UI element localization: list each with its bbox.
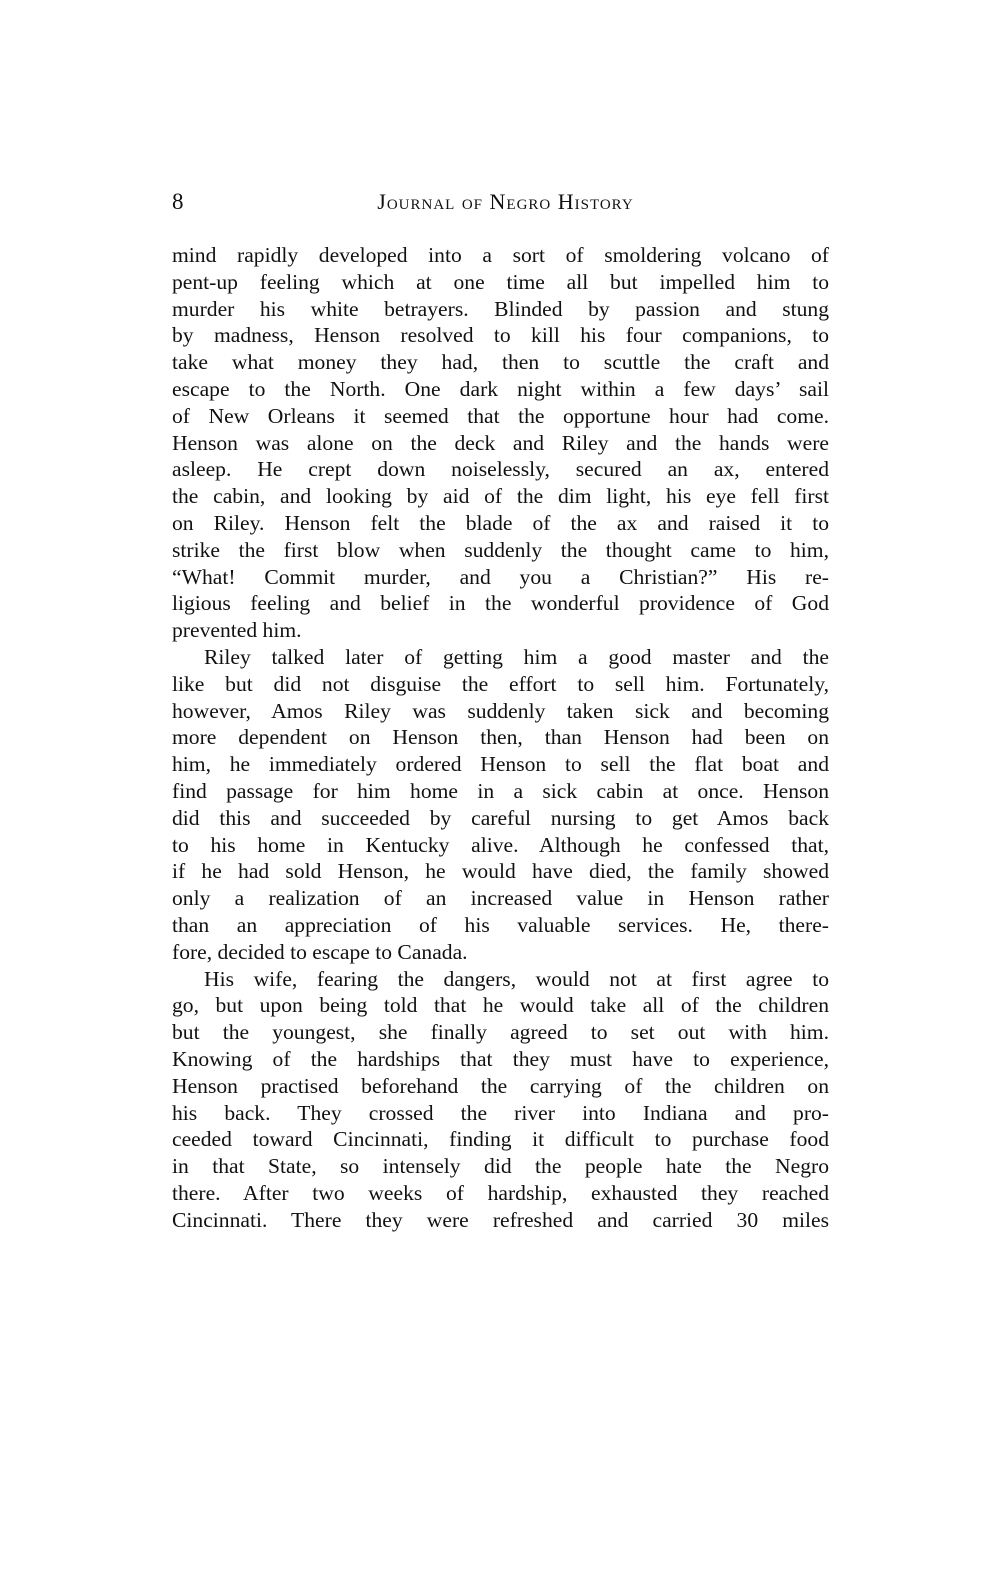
text-line: ligious feeling and belief in the wonderful providence of God (172, 591, 829, 616)
journal-title: Journal of Negro History (377, 189, 634, 214)
text-line: Cincinnati. There they were refreshed and carried 30 miles (172, 1207, 829, 1232)
text-line: find passage for him home in a sick cabin at once. Henson (172, 778, 829, 803)
paragraph (172, 644, 829, 966)
text-line: murder his white betrayers. Blinded by passion and stung (172, 296, 829, 321)
text-line: only a realization of an increased value in Henson rather (172, 886, 829, 911)
text-line: His wife, fearing the dangers, would not at first agree to (204, 966, 829, 991)
text-line: if he had sold Henson, he would have died, the family showed (172, 859, 829, 884)
text-line: by madness, Henson resolved to kill his four companions, to (172, 323, 829, 348)
text-line: “What! Commit murder, and you a Christian?” His re- (172, 564, 829, 589)
text-line: escape to the North. One dark night within a few days’ sail (172, 376, 829, 401)
text-line: the cabin, and looking by aid of the dim light, his eye fell first (172, 484, 829, 509)
text-line: than an appreciation of his valuable services. He, there- (172, 912, 829, 937)
text-line: there. After two weeks of hardship, exhausted they reached (172, 1180, 829, 1205)
text-line: prevented him. (172, 618, 302, 643)
text-line: of New Orleans it seemed that the opportune hour had come. (172, 403, 829, 428)
page-number: 8 (172, 189, 184, 214)
text-line: his back. They crossed the river into Indiana and pro- (172, 1100, 829, 1125)
text-line: pent-up feeling which at one time all but impelled him to (172, 269, 829, 294)
text-line: like but did not disguise the effort to sell him. Fortunately, (172, 671, 829, 696)
document-page (172, 186, 829, 1233)
text-line: Knowing of the hardships that they must have to experience, (172, 1046, 829, 1071)
text-line: strike the first blow when suddenly the thought came to him, (172, 537, 829, 562)
text-line: in that State, so intensely did the people hate the Negro (172, 1154, 829, 1179)
text-line: fore, decided to escape to Canada. (172, 939, 468, 964)
text-line: mind rapidly developed into a sort of smoldering volcano of (172, 243, 829, 267)
text-line: take what money they had, then to scuttle the craft and (172, 350, 829, 375)
running-head (172, 186, 829, 218)
text-line: to his home in Kentucky alive. Although he confessed that, (172, 832, 829, 857)
text-line: but the youngest, she finally agreed to set out with him. (172, 1020, 829, 1045)
text-line: him, he immediately ordered Henson to sell the flat boat and (172, 752, 829, 777)
text-line: however, Amos Riley was suddenly taken sick and becoming (172, 698, 829, 723)
text-line: go, but upon being told that he would take all of the children (172, 993, 829, 1018)
text-line: more dependent on Henson then, than Henson had been on (172, 725, 829, 750)
text-line: Riley talked later of getting him a good master and the (204, 644, 829, 669)
body-text (172, 242, 829, 1233)
text-line: asleep. He crept down noiselessly, secured an ax, entered (172, 457, 829, 482)
paragraph (172, 242, 829, 644)
text-line: Henson was alone on the deck and Riley and the hands were (172, 430, 829, 455)
text-line: did this and succeeded by careful nursing to get Amos back (172, 805, 829, 830)
paragraph (172, 966, 829, 1234)
text-line: ceeded toward Cincinnati, finding it difficult to purchase food (172, 1127, 829, 1152)
text-line: on Riley. Henson felt the blade of the ax and raised it to (172, 510, 829, 535)
text-line: Henson practised beforehand the carrying of the children on (172, 1073, 829, 1098)
